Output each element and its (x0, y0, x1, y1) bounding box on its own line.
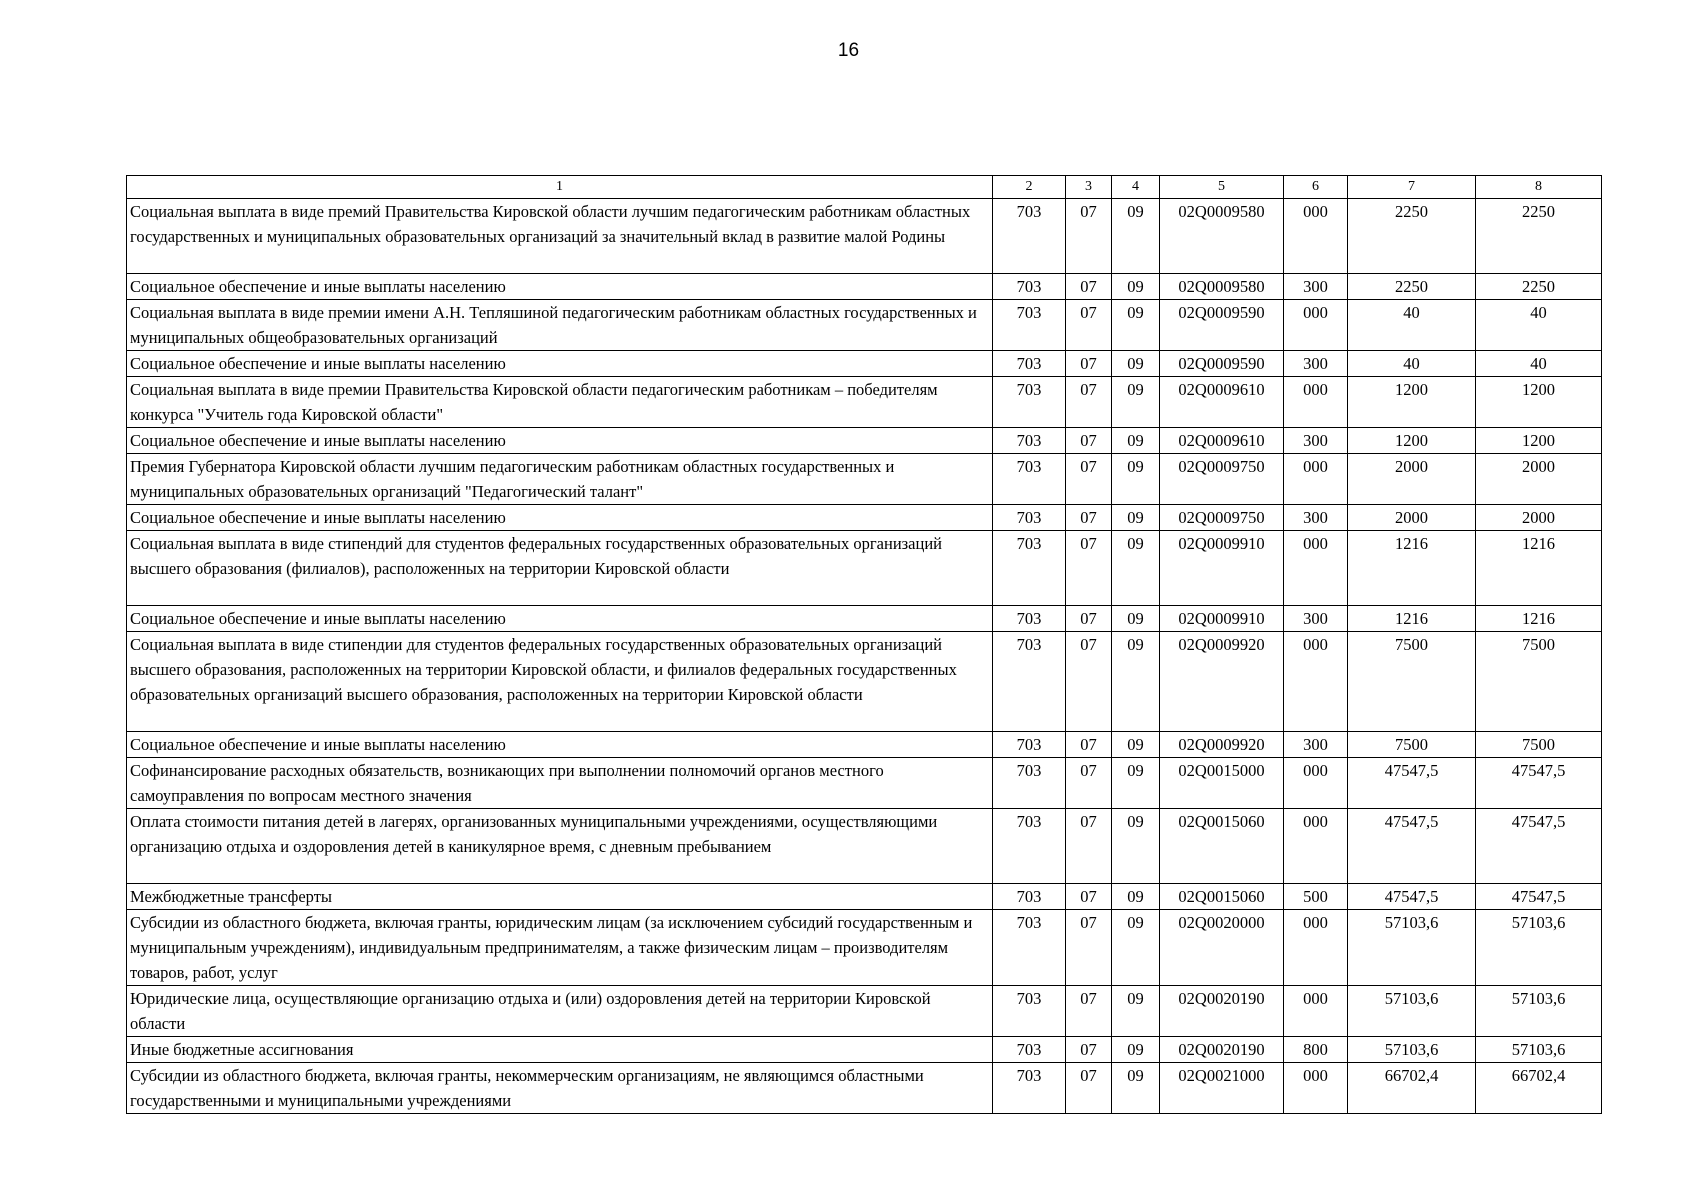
row-col-2: 703 (993, 199, 1066, 274)
row-name: Социальное обеспечение и иные выплаты населению (127, 606, 993, 632)
row-col-8: 2000 (1476, 454, 1602, 505)
row-col-6: 300 (1284, 606, 1348, 632)
table-row (127, 1063, 1602, 1114)
row-col-6: 000 (1284, 531, 1348, 606)
row-col-4: 09 (1112, 606, 1160, 632)
row-col-7: 57103,6 (1348, 910, 1476, 986)
row-col-2: 703 (993, 300, 1066, 351)
row-col-3: 07 (1066, 910, 1112, 986)
row-name: Иные бюджетные ассигнования (127, 1037, 993, 1063)
row-col-8: 2000 (1476, 505, 1602, 531)
table-row (127, 884, 1602, 910)
row-code: 02Q0015000 (1160, 758, 1284, 809)
row-col-4: 09 (1112, 505, 1160, 531)
row-col-6: 300 (1284, 274, 1348, 300)
header-col-3: 3 (1066, 176, 1112, 199)
row-col-8: 2250 (1476, 199, 1602, 274)
row-col-7: 2250 (1348, 274, 1476, 300)
table-row (127, 809, 1602, 884)
row-col-2: 703 (993, 351, 1066, 377)
header-col-5: 5 (1160, 176, 1284, 199)
row-col-2: 703 (993, 505, 1066, 531)
row-code: 02Q0020190 (1160, 1037, 1284, 1063)
row-name: Социальное обеспечение и иные выплаты населению (127, 428, 993, 454)
row-code: 02Q0020190 (1160, 986, 1284, 1037)
row-name: Социальное обеспечение и иные выплаты населению (127, 505, 993, 531)
row-col-7: 57103,6 (1348, 1037, 1476, 1063)
row-col-3: 07 (1066, 606, 1112, 632)
page-number: 16 (837, 40, 860, 61)
row-name: Социальная выплата в виде премии Правительства Кировской области педагогическим работникам – победителям конкурса "Учитель года Кировской области" (127, 377, 993, 428)
row-col-6: 000 (1284, 1063, 1348, 1114)
row-col-3: 07 (1066, 454, 1112, 505)
table-row (127, 732, 1602, 758)
row-col-4: 09 (1112, 454, 1160, 505)
header-col-2: 2 (993, 176, 1066, 199)
row-col-2: 703 (993, 910, 1066, 986)
row-col-7: 57103,6 (1348, 986, 1476, 1037)
row-col-6: 000 (1284, 809, 1348, 884)
row-col-3: 07 (1066, 351, 1112, 377)
table-row (127, 454, 1602, 505)
row-code: 02Q0009590 (1160, 300, 1284, 351)
row-code: 02Q0009590 (1160, 351, 1284, 377)
row-name: Оплата стоимости питания детей в лагерях, организованных муниципальными учреждениями, осуществляющими организацию отдыха и оздоровления детей в каникулярное время, с дневным пребыванием (127, 809, 993, 884)
row-col-4: 09 (1112, 351, 1160, 377)
row-col-8: 47547,5 (1476, 884, 1602, 910)
row-col-4: 09 (1112, 199, 1160, 274)
row-col-4: 09 (1112, 732, 1160, 758)
row-col-4: 09 (1112, 1037, 1160, 1063)
table-row (127, 758, 1602, 809)
table-row (127, 531, 1602, 606)
row-name: Социальная выплата в виде стипендии для студентов федеральных государственных образовательных организаций высшего образования, расположенных на территории Кировской области, и филиалов федеральных государственных образовательных организаций высшего образования, расположенных на территории Кировской области (127, 632, 993, 732)
row-col-6: 300 (1284, 428, 1348, 454)
row-name: Юридические лица, осуществляющие организацию отдыха и (или) оздоровления детей на территории Кировской области (127, 986, 993, 1037)
table-row (127, 606, 1602, 632)
row-col-6: 000 (1284, 758, 1348, 809)
row-col-6: 500 (1284, 884, 1348, 910)
row-col-8: 40 (1476, 351, 1602, 377)
row-col-6: 000 (1284, 377, 1348, 428)
row-col-3: 07 (1066, 531, 1112, 606)
row-col-2: 703 (993, 732, 1066, 758)
table-row (127, 274, 1602, 300)
row-code: 02Q0009750 (1160, 454, 1284, 505)
row-col-8: 1216 (1476, 531, 1602, 606)
row-col-4: 09 (1112, 632, 1160, 732)
row-col-4: 09 (1112, 809, 1160, 884)
row-col-2: 703 (993, 377, 1066, 428)
row-code: 02Q0009750 (1160, 505, 1284, 531)
row-code: 02Q0009920 (1160, 632, 1284, 732)
row-col-7: 2000 (1348, 505, 1476, 531)
row-col-6: 300 (1284, 351, 1348, 377)
row-col-4: 09 (1112, 300, 1160, 351)
row-name: Субсидии из областного бюджета, включая гранты, некоммерческим организациям, не являющимся областными государственными и муниципальными учреждениями (127, 1063, 993, 1114)
row-col-7: 2000 (1348, 454, 1476, 505)
row-col-3: 07 (1066, 199, 1112, 274)
table-row (127, 632, 1602, 732)
table-row (127, 199, 1602, 274)
row-name: Социальное обеспечение и иные выплаты населению (127, 732, 993, 758)
row-col-2: 703 (993, 884, 1066, 910)
row-col-6: 000 (1284, 632, 1348, 732)
budget-table (126, 175, 1602, 1114)
row-col-6: 000 (1284, 300, 1348, 351)
row-col-6: 000 (1284, 454, 1348, 505)
row-col-8: 1200 (1476, 428, 1602, 454)
row-name: Софинансирование расходных обязательств, возникающих при выполнении полномочий органов местного самоуправления по вопросам местного значения (127, 758, 993, 809)
table-row (127, 1037, 1602, 1063)
header-col-6: 6 (1284, 176, 1348, 199)
table-row (127, 428, 1602, 454)
row-col-3: 07 (1066, 1037, 1112, 1063)
row-col-7: 2250 (1348, 199, 1476, 274)
row-code: 02Q0009910 (1160, 606, 1284, 632)
row-col-2: 703 (993, 632, 1066, 732)
row-col-4: 09 (1112, 758, 1160, 809)
row-col-8: 7500 (1476, 632, 1602, 732)
table-row (127, 505, 1602, 531)
row-col-4: 09 (1112, 428, 1160, 454)
row-col-7: 47547,5 (1348, 758, 1476, 809)
table-row (127, 910, 1602, 986)
header-col-1: 1 (127, 176, 993, 199)
row-col-3: 07 (1066, 428, 1112, 454)
row-code: 02Q0015060 (1160, 884, 1284, 910)
row-col-4: 09 (1112, 1063, 1160, 1114)
header-col-7: 7 (1348, 176, 1476, 199)
row-code: 02Q0009580 (1160, 199, 1284, 274)
row-col-7: 7500 (1348, 632, 1476, 732)
row-col-3: 07 (1066, 505, 1112, 531)
row-col-8: 2250 (1476, 274, 1602, 300)
row-col-2: 703 (993, 274, 1066, 300)
row-name: Социальная выплата в виде премии имени А.Н. Тепляшиной педагогическим работникам областных государственных и муниципальных общеобразовательных организаций (127, 300, 993, 351)
row-col-8: 57103,6 (1476, 1037, 1602, 1063)
row-code: 02Q0009580 (1160, 274, 1284, 300)
row-col-6: 000 (1284, 199, 1348, 274)
row-col-2: 703 (993, 809, 1066, 884)
row-code: 02Q0009910 (1160, 531, 1284, 606)
header-col-4: 4 (1112, 176, 1160, 199)
row-code: 02Q0009610 (1160, 428, 1284, 454)
row-col-3: 07 (1066, 809, 1112, 884)
row-col-7: 40 (1348, 351, 1476, 377)
row-col-3: 07 (1066, 300, 1112, 351)
row-name: Премия Губернатора Кировской области лучшим педагогическим работникам областных государственных и муниципальных образовательных организаций "Педагогический талант" (127, 454, 993, 505)
row-col-8: 1200 (1476, 377, 1602, 428)
row-code: 02Q0021000 (1160, 1063, 1284, 1114)
row-col-8: 7500 (1476, 732, 1602, 758)
row-code: 02Q0020000 (1160, 910, 1284, 986)
header-col-8: 8 (1476, 176, 1602, 199)
row-col-3: 07 (1066, 732, 1112, 758)
row-col-6: 300 (1284, 732, 1348, 758)
row-col-8: 66702,4 (1476, 1063, 1602, 1114)
row-col-8: 47547,5 (1476, 758, 1602, 809)
row-col-7: 40 (1348, 300, 1476, 351)
row-col-2: 703 (993, 1037, 1066, 1063)
row-col-8: 47547,5 (1476, 809, 1602, 884)
row-col-3: 07 (1066, 1063, 1112, 1114)
row-code: 02Q0009610 (1160, 377, 1284, 428)
row-col-3: 07 (1066, 632, 1112, 732)
table-row (127, 986, 1602, 1037)
row-col-8: 40 (1476, 300, 1602, 351)
row-col-6: 000 (1284, 910, 1348, 986)
row-name: Социальное обеспечение и иные выплаты населению (127, 351, 993, 377)
row-col-3: 07 (1066, 986, 1112, 1037)
row-col-2: 703 (993, 606, 1066, 632)
row-name: Субсидии из областного бюджета, включая гранты, юридическим лицам (за исключением субсидий государственным и муниципальным учреждениям), индивидуальным предпринимателям, а также физическим лицам – производителям товаров, работ, услуг (127, 910, 993, 986)
row-col-7: 47547,5 (1348, 884, 1476, 910)
row-col-6: 800 (1284, 1037, 1348, 1063)
row-name: Межбюджетные трансферты (127, 884, 993, 910)
row-col-8: 1216 (1476, 606, 1602, 632)
row-col-2: 703 (993, 454, 1066, 505)
row-code: 02Q0009920 (1160, 732, 1284, 758)
row-col-6: 000 (1284, 986, 1348, 1037)
row-col-7: 1200 (1348, 428, 1476, 454)
row-col-3: 07 (1066, 274, 1112, 300)
row-col-4: 09 (1112, 274, 1160, 300)
table-row (127, 300, 1602, 351)
row-col-7: 1200 (1348, 377, 1476, 428)
row-col-8: 57103,6 (1476, 910, 1602, 986)
table-row (127, 351, 1602, 377)
row-col-4: 09 (1112, 531, 1160, 606)
row-col-7: 47547,5 (1348, 809, 1476, 884)
row-col-4: 09 (1112, 884, 1160, 910)
row-col-4: 09 (1112, 986, 1160, 1037)
row-name: Социальная выплата в виде премий Правительства Кировской области лучшим педагогическим работникам областных государственных и муниципальных образовательных организаций за значительный вклад в развитие малой Родины (127, 199, 993, 274)
row-name: Социальная выплата в виде стипендий для студентов федеральных государственных образовательных организаций высшего образования (филиалов), расположенных на территории Кировской области (127, 531, 993, 606)
row-col-2: 703 (993, 758, 1066, 809)
row-col-3: 07 (1066, 377, 1112, 428)
row-col-8: 57103,6 (1476, 986, 1602, 1037)
row-col-6: 300 (1284, 505, 1348, 531)
row-code: 02Q0015060 (1160, 809, 1284, 884)
row-col-7: 66702,4 (1348, 1063, 1476, 1114)
row-col-4: 09 (1112, 910, 1160, 986)
row-col-3: 07 (1066, 758, 1112, 809)
row-col-2: 703 (993, 986, 1066, 1037)
row-col-7: 1216 (1348, 531, 1476, 606)
row-col-7: 1216 (1348, 606, 1476, 632)
row-col-3: 07 (1066, 884, 1112, 910)
row-name: Социальное обеспечение и иные выплаты населению (127, 274, 993, 300)
row-col-2: 703 (993, 428, 1066, 454)
row-col-2: 703 (993, 1063, 1066, 1114)
table-header-row (127, 176, 1602, 199)
table-row (127, 377, 1602, 428)
row-col-2: 703 (993, 531, 1066, 606)
row-col-7: 7500 (1348, 732, 1476, 758)
row-col-4: 09 (1112, 377, 1160, 428)
